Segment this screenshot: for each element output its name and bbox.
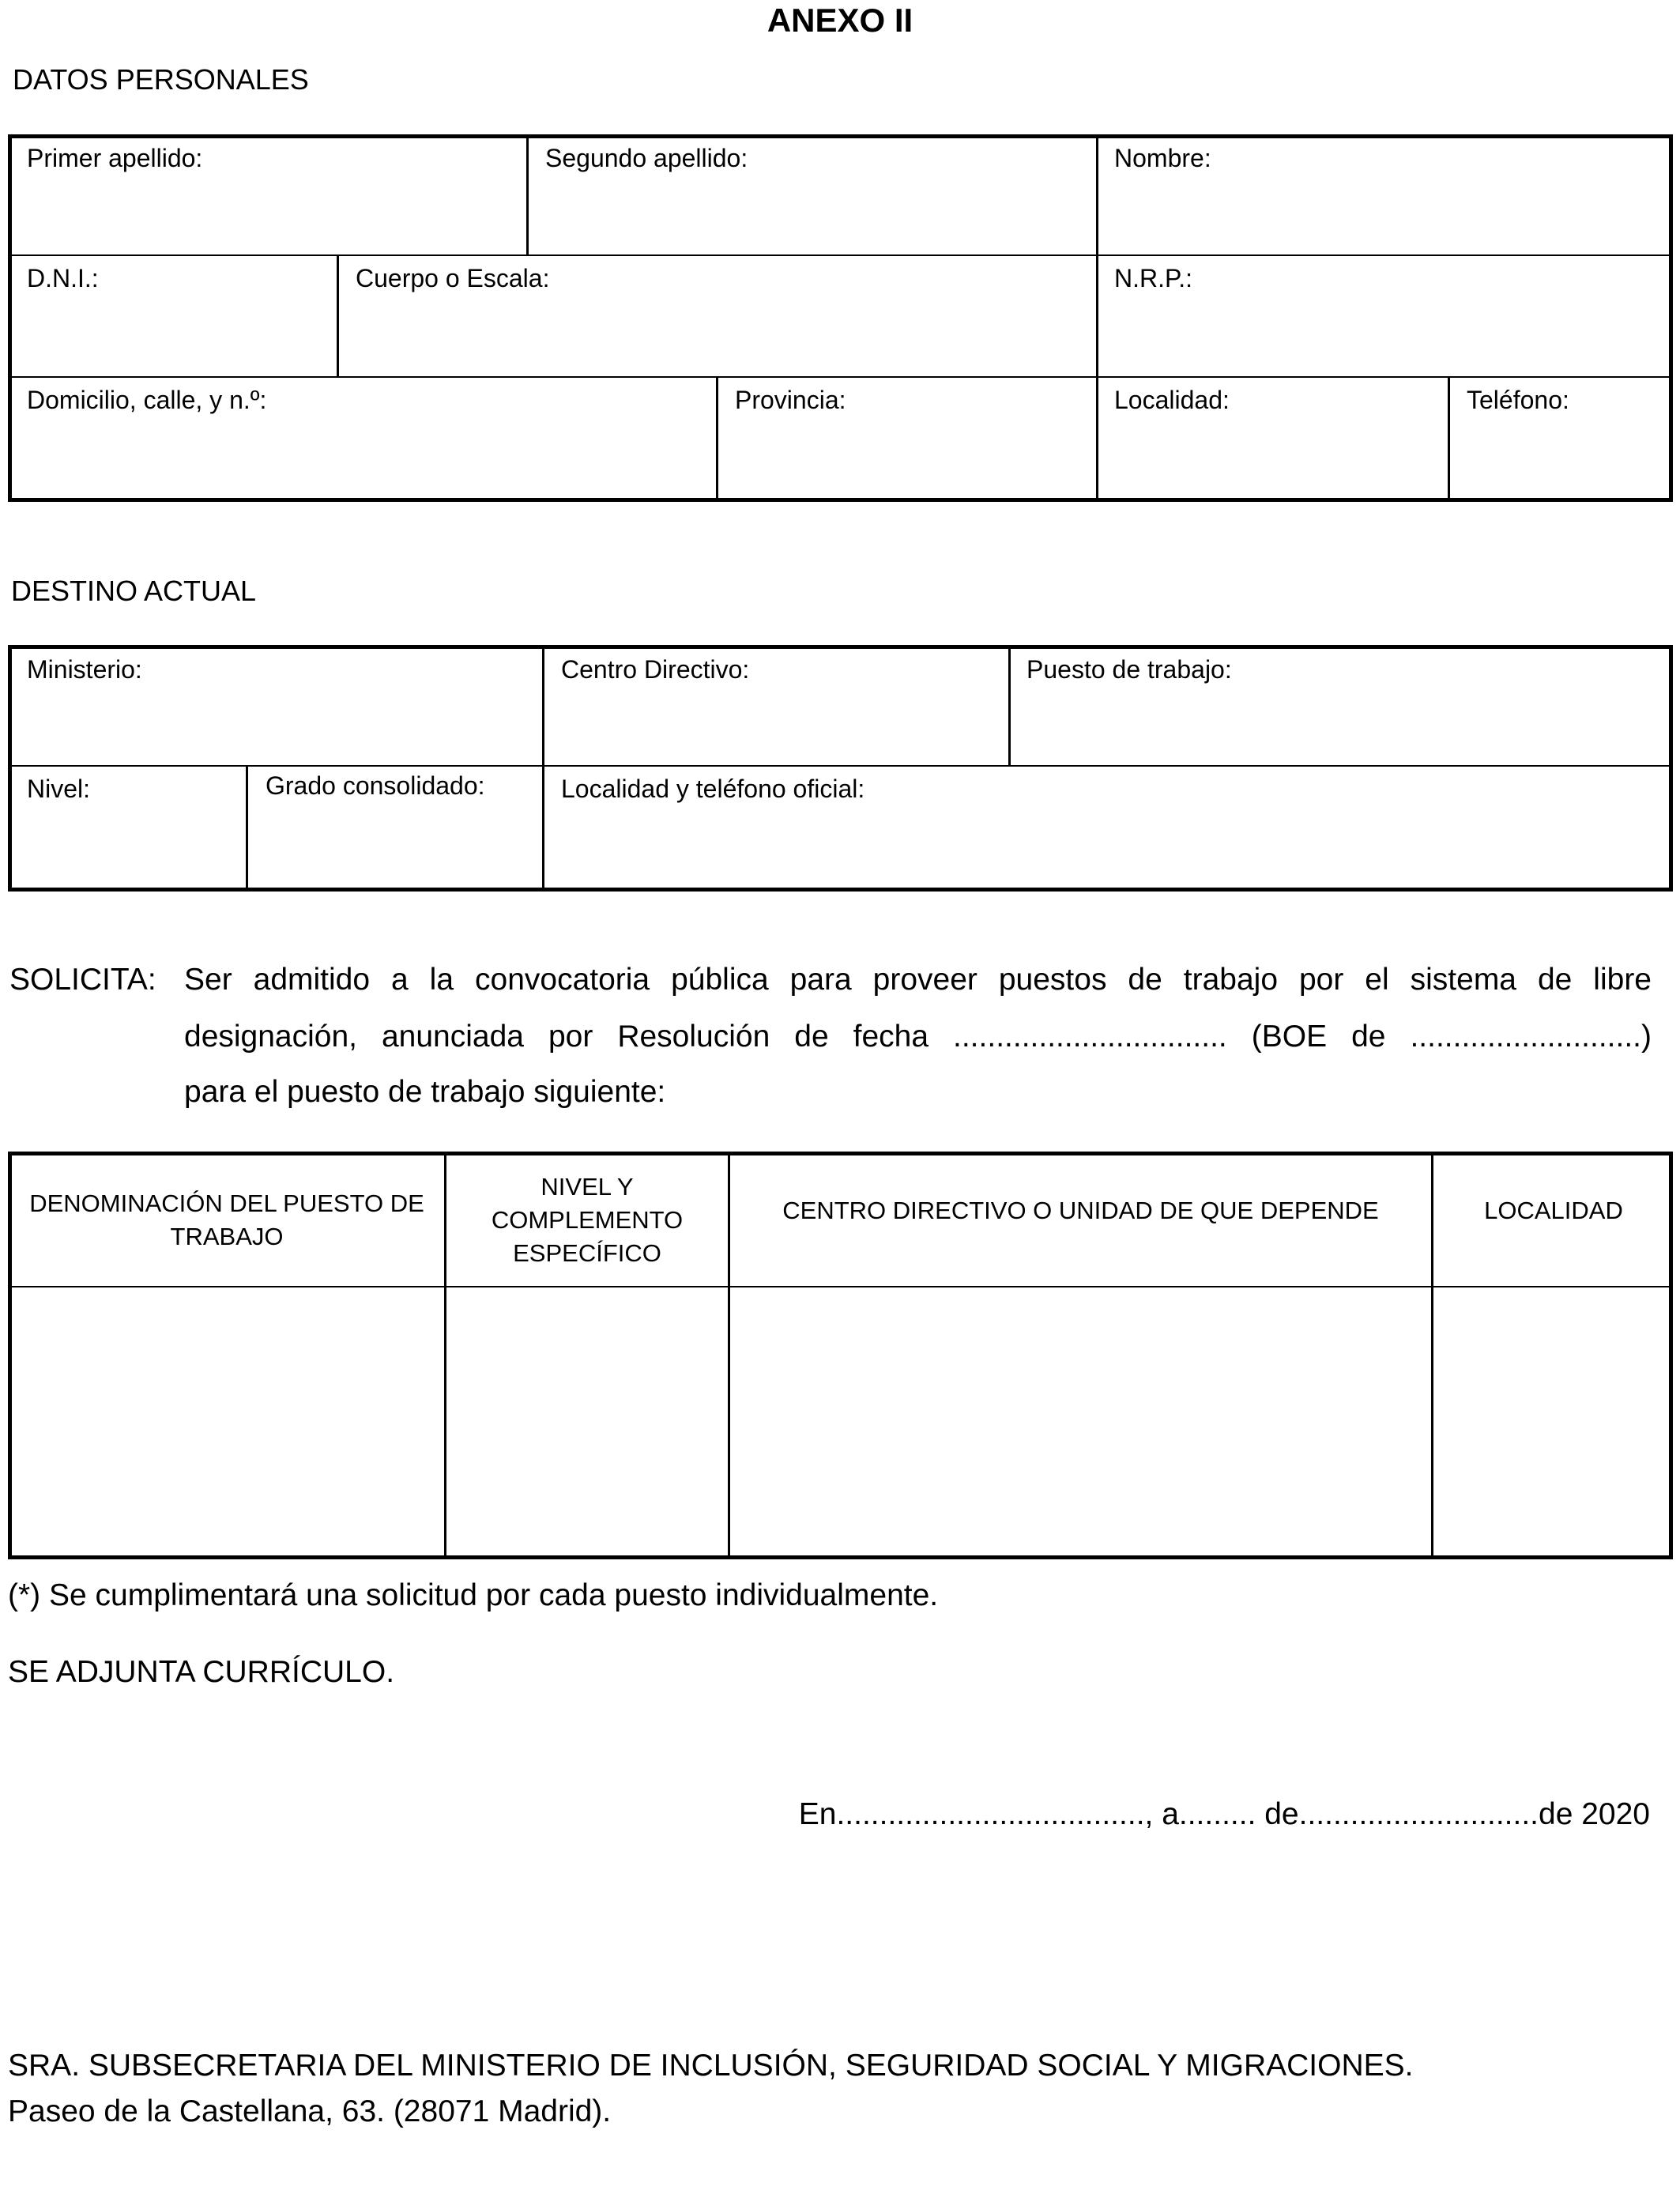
col-divider bbox=[716, 376, 718, 500]
row-divider bbox=[9, 765, 1671, 767]
header-centro-directivo: CENTRO DIRECTIVO O UNIDAD DE QUE DEPENDE bbox=[782, 1197, 1379, 1224]
header-nivel-complemento: NIVEL Y COMPLEMENTO ESPECÍFICO bbox=[491, 1172, 684, 1267]
solicita-label: SOLICITA: bbox=[9, 963, 156, 997]
field-domicilio: Domicilio, calle, y n.º: bbox=[27, 386, 267, 414]
header-denominacion: DENOMINACIÓN DEL PUESTO DE TRABAJO bbox=[29, 1189, 424, 1250]
field-provincia: Provincia: bbox=[735, 386, 846, 414]
fecha-linea: En...................................., a......... de............................de 2020 bbox=[798, 1797, 1650, 1831]
nota-solicitud: (*) Se cumplimentará una solicitud por cada puesto individualmente. bbox=[8, 1578, 939, 1612]
field-puesto-trabajo: Puesto de trabajo: bbox=[1026, 655, 1232, 684]
col-divider bbox=[337, 254, 339, 378]
solicita-line-3: para el puesto de trabajo siguiente: bbox=[184, 1075, 666, 1109]
row-divider bbox=[9, 376, 1671, 378]
solicita-line-2: designación, anunciada por Resolución de fecha ................................ (BOE de ...........................) bbox=[184, 1020, 1652, 1054]
destinatario-line-1: SRA. SUBSECRETARIA DEL MINISTERIO DE INCLUSIÓN, SEGURIDAD SOCIAL Y MIGRACIONES. bbox=[8, 2049, 1414, 2083]
adjunta-curriculo: SE ADJUNTA CURRÍCULO. bbox=[8, 1655, 395, 1689]
field-primer-apellido: Primer apellido: bbox=[27, 144, 203, 172]
col-divider bbox=[728, 1153, 730, 1558]
header-localidad: LOCALIDAD bbox=[1484, 1197, 1623, 1224]
col-divider bbox=[1008, 647, 1011, 767]
header-divider bbox=[9, 1286, 1671, 1287]
col-divider bbox=[526, 136, 529, 256]
col-divider bbox=[1431, 1153, 1433, 1558]
destinatario-line-2: Paseo de la Castellana, 63. (28071 Madrid). bbox=[8, 2094, 612, 2128]
field-ministerio: Ministerio: bbox=[27, 655, 142, 684]
field-telefono: Teléfono: bbox=[1467, 386, 1569, 414]
field-dni: D.N.I.: bbox=[27, 264, 99, 292]
field-nivel: Nivel: bbox=[27, 775, 91, 803]
field-grado-consolidado: Grado consolidado: bbox=[266, 771, 485, 800]
col-divider bbox=[444, 1153, 446, 1558]
field-nrp: N.R.P.: bbox=[1114, 264, 1192, 292]
field-localidad: Localidad: bbox=[1114, 386, 1230, 414]
field-segundo-apellido: Segundo apellido: bbox=[545, 144, 748, 172]
datos-personales-table bbox=[8, 134, 1673, 502]
field-nombre: Nombre: bbox=[1114, 144, 1211, 172]
col-divider bbox=[246, 765, 248, 890]
field-localidad-telefono-oficial: Localidad y teléfono oficial: bbox=[561, 775, 865, 803]
field-cuerpo-escala: Cuerpo o Escala: bbox=[356, 264, 550, 292]
col-divider bbox=[542, 647, 544, 890]
solicita-line-1: Ser admitido a la convocatoria pública para proveer puestos de trabajo por el sistema de libre bbox=[184, 963, 1652, 997]
col-divider bbox=[1096, 136, 1098, 500]
destino-actual-heading: DESTINO ACTUAL bbox=[11, 575, 257, 607]
destino-actual-table bbox=[8, 645, 1673, 892]
document-title: ANEXO II bbox=[767, 2, 913, 39]
field-centro-directivo: Centro Directivo: bbox=[561, 655, 750, 684]
datos-personales-heading: DATOS PERSONALES bbox=[13, 63, 309, 96]
col-divider bbox=[1448, 376, 1450, 500]
row-divider bbox=[9, 254, 1671, 256]
